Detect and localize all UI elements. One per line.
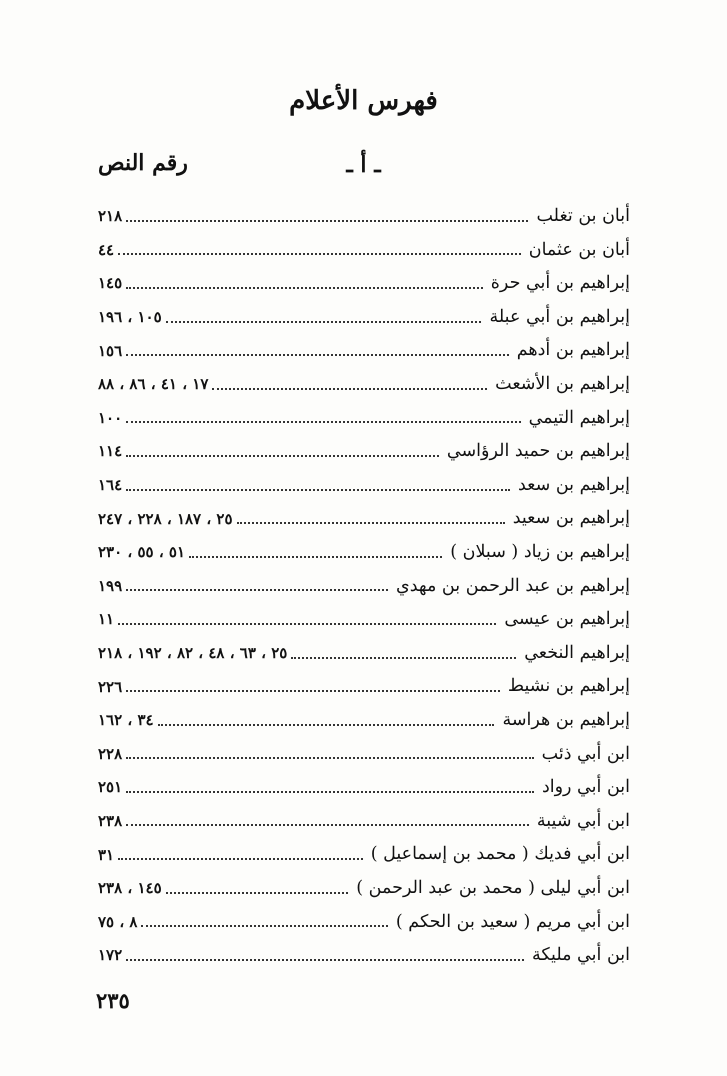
entry-refs: ١٤٥ (98, 274, 123, 293)
page-title: فهرس الأعلام (289, 86, 438, 116)
entry-name: إبراهيم التيمي (528, 407, 630, 428)
section-letter: ـ أ ـ (346, 152, 381, 178)
entry-name: إبراهيم بن أبي حرة (490, 273, 630, 294)
entry-name: أبان بن عثمان (528, 239, 630, 260)
leader-dots (118, 858, 363, 860)
entry-name: إبراهيم بن زياد ( سبلان ) (450, 541, 630, 562)
entry-name: ابن أبي رواد (541, 777, 630, 798)
entry-refs: ٢١٨ (98, 207, 123, 226)
entry-name: إبراهيم بن حميد الرؤاسي (446, 441, 630, 462)
entry-refs: ١٧٢ (98, 946, 123, 965)
leader-dots (126, 959, 524, 961)
index-entry (98, 200, 630, 234)
entry-name: ابن أبي مليكة (532, 945, 630, 966)
leader-dots (126, 791, 534, 793)
entry-refs: ١١ (98, 610, 115, 629)
index-entry (98, 905, 630, 939)
index-entry (98, 771, 630, 805)
index-entry (98, 368, 630, 402)
index-entry (98, 469, 630, 503)
entry-refs: ١٤٥ ، ٢٣٨ (98, 879, 162, 898)
entry-name: ابن أبي ذئب (541, 743, 630, 764)
leader-dots (166, 892, 349, 894)
entry-refs: ٢٥ ، ٦٣ ، ٤٨ ، ٨٢ ، ١٩٢ ، ٢١٨ (98, 644, 288, 663)
index-entry (98, 402, 630, 436)
entry-refs: ٣١ (98, 845, 115, 864)
leader-dots (291, 657, 516, 659)
index-entry (98, 334, 630, 368)
entry-refs: ١٠٥ ، ١٩٦ (98, 308, 162, 327)
index-entry (98, 939, 630, 973)
entry-refs: ١١٤ (98, 442, 123, 461)
index-entry (98, 805, 630, 839)
entry-name: إبراهيم بن نشيط (507, 676, 630, 697)
entry-name: ابن أبي شيبة (536, 810, 630, 831)
leader-dots (126, 287, 483, 289)
leader-dots (212, 388, 487, 390)
entry-refs: ٢٥ ، ١٨٧ ، ٢٢٨ ، ٢٤٧ (98, 509, 233, 528)
index-entry (98, 234, 630, 268)
index-entry (98, 637, 630, 671)
leader-dots (158, 724, 495, 726)
entry-refs: ١٦٤ (98, 476, 123, 495)
entry-name: إبراهيم بن هراسة (502, 709, 630, 730)
index-entry (98, 704, 630, 738)
index-entry (98, 536, 630, 570)
leader-dots (126, 589, 388, 591)
leader-dots (126, 354, 509, 356)
index-entry (98, 570, 630, 604)
entry-refs: ١٩٩ (98, 576, 123, 595)
entry-refs: ١٧ ، ٤١ ، ٨٦ ، ٨٨ (98, 375, 209, 394)
index-entry (98, 670, 630, 704)
index-entry (98, 301, 630, 335)
entry-refs: ٤٤ (98, 240, 115, 259)
leader-dots (126, 757, 533, 759)
entry-name: إبراهيم بن عيسى (504, 609, 630, 630)
entry-name: إبراهيم بن أبي عبلة (489, 306, 630, 327)
entry-name: ابن أبي مريم ( سعيد بن الحكم ) (395, 911, 630, 932)
entry-name: ابن أبي فديك ( محمد بن إسماعيل ) (370, 844, 630, 865)
leader-dots (237, 522, 505, 524)
column-label: رقم النص (98, 150, 188, 176)
entry-refs: ١٥٦ (98, 341, 123, 360)
leader-dots (126, 455, 439, 457)
leader-dots (126, 220, 528, 222)
entry-name: إبراهيم بن عبد الرحمن بن مهدي (396, 575, 630, 596)
entry-refs: ٥١ ، ٥٥ ، ٢٣٠ (98, 543, 186, 562)
entry-refs: ٢٣٨ (98, 811, 123, 830)
index-list (98, 200, 630, 973)
entry-refs: ٢٢٨ (98, 744, 123, 763)
index-entry (98, 267, 630, 301)
leader-dots (141, 925, 387, 927)
index-entry (98, 502, 630, 536)
index-entry (98, 603, 630, 637)
leader-dots (126, 690, 500, 692)
entry-name: إبراهيم النخعي (524, 642, 630, 663)
leader-dots (126, 824, 529, 826)
entry-name: أبان بن تغلب (536, 206, 630, 227)
leader-dots (126, 421, 520, 423)
entry-refs: ٣٤ ، ١٦٢ (98, 711, 154, 730)
entry-name: إبراهيم بن سعيد (512, 508, 630, 529)
index-entry (98, 838, 630, 872)
leader-dots (166, 321, 482, 323)
page-number: ٢٣٥ (96, 988, 130, 1013)
leader-dots (126, 489, 510, 491)
leader-dots (118, 623, 496, 625)
entry-refs: ١٠٠ (98, 408, 123, 427)
index-entry (98, 872, 630, 906)
entry-name: إبراهيم بن سعد (517, 474, 630, 495)
entry-name: إبراهيم بن الأشعث (495, 374, 630, 395)
index-entry (98, 435, 630, 469)
entry-refs: ٨ ، ٧٥ (98, 912, 138, 931)
entry-refs: ٢٢٦ (98, 677, 123, 696)
entry-name: إبراهيم بن أدهم (516, 340, 630, 361)
leader-dots (118, 253, 521, 255)
leader-dots (189, 556, 442, 558)
entry-name: ابن أبي ليلى ( محمد بن عبد الرحمن ) (356, 877, 630, 898)
index-entry (98, 738, 630, 772)
entry-refs: ٢٥١ (98, 778, 123, 797)
